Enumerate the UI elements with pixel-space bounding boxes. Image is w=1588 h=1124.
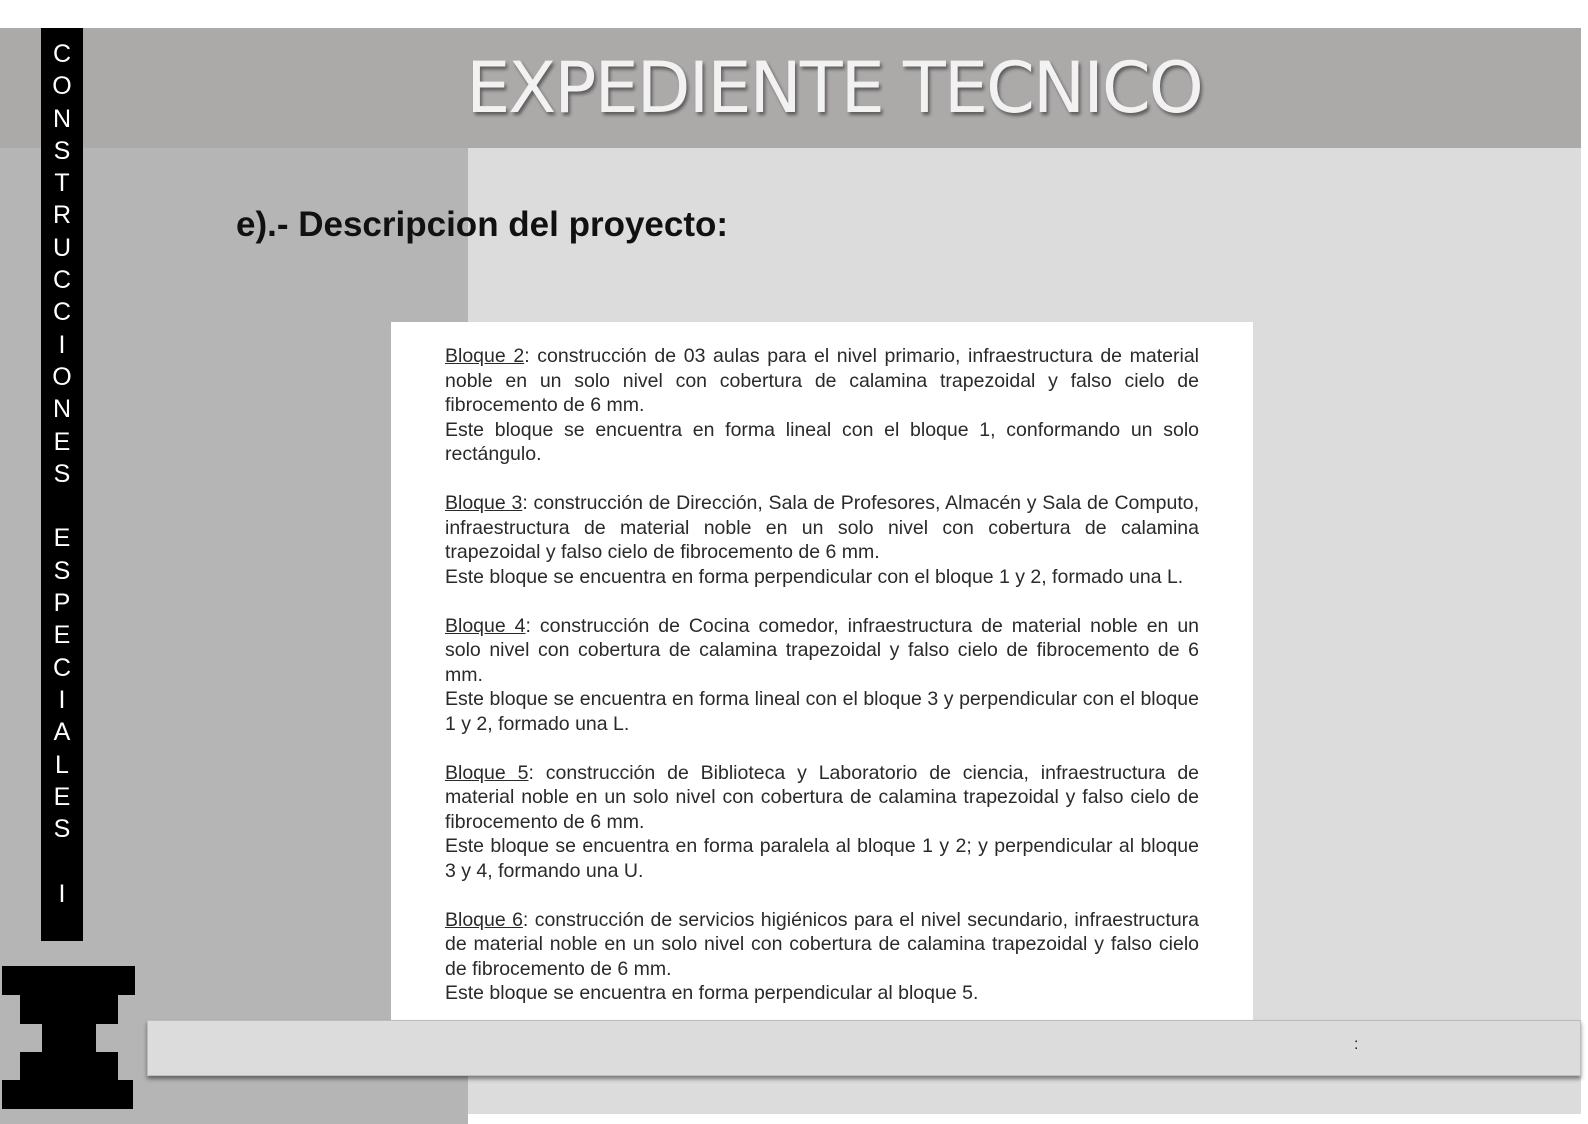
project-block <box>445 761 1199 884</box>
project-block <box>445 491 1199 589</box>
block-position: Este bloque se encuentra en forma lineal con el bloque 3 y perpendicular con el bloque 1 y 2, formado una L. <box>445 688 1199 735</box>
block-position: Este bloque se encuentra en forma paralela al bloque 1 y 2; y perpendicular al bloque 3 y 4, formando una U. <box>445 835 1199 882</box>
sidebar-letter: A <box>53 718 71 747</box>
block-label: Bloque 4 <box>445 614 526 637</box>
block-position: Este bloque se encuentra en forma lineal con el bloque 1, conformando un solo rectángulo. <box>445 418 1199 465</box>
sidebar-letter: L <box>55 750 69 779</box>
sidebar-letter: E <box>53 524 71 553</box>
sidebar-letter: C <box>52 266 72 295</box>
sidebar-letter: C <box>52 40 72 68</box>
block-description-text: : construcción de Biblioteca y Laboratorio de ciencia, infraestructura de material noble en un solo nivel con cobertura de calamina trapezoidal y falso cielo de fibrocemento de 6 mm. <box>445 761 1200 833</box>
sidebar-letter: C <box>52 298 72 327</box>
sidebar-letter: N <box>52 395 72 424</box>
sidebar-letter: E <box>53 782 71 811</box>
sidebar-letter: S <box>53 459 71 488</box>
block-description <box>445 344 1199 418</box>
sidebar-letter: N <box>52 104 72 133</box>
sidebar-letter: R <box>52 201 72 230</box>
block-label: Bloque 3 <box>445 492 523 514</box>
footer-bar <box>147 1020 1581 1076</box>
sidebar-letter <box>41 845 83 877</box>
footer-text: : <box>1354 1036 1359 1053</box>
document-text <box>445 344 1199 1030</box>
project-block <box>445 908 1199 1006</box>
sidebar-letter <box>41 490 83 522</box>
sidebar-letter: U <box>52 233 72 262</box>
background-bottom-edge <box>468 1114 1588 1124</box>
sidebar-letter: E <box>53 621 71 650</box>
project-block <box>445 614 1199 737</box>
sidebar-letter: I <box>58 879 66 908</box>
block-label: Bloque 2 <box>445 345 525 367</box>
sidebar-letter: P <box>53 589 71 618</box>
background-edge <box>1581 28 1588 1124</box>
sidebar-letter: O <box>52 72 72 101</box>
sidebar-letter: T <box>54 169 70 198</box>
page-title: EXPEDIENTE TECNICO <box>466 47 1202 129</box>
block-description-text: : construcción de servicios higiénicos para el nivel secundario, infraestructura de material noble en un solo nivel con cobertura de calamina trapezoidal y falso cielo de fibrocemento de 6 mm. <box>445 908 1199 980</box>
document-card <box>391 322 1253 1032</box>
vertical-title-bar <box>41 28 83 941</box>
block-label: Bloque 5 <box>445 761 529 784</box>
block-description-text: : construcción de Cocina comedor, infraestructura de material noble en un solo nivel con cobertura de calamina trapezoidal y falso cielo de fibrocemento de 6 mm. <box>445 614 1200 686</box>
sidebar-letter: E <box>53 427 71 456</box>
block-description <box>445 761 1199 835</box>
i-beam-logo-icon <box>2 966 138 1116</box>
sidebar-letter: I <box>58 685 66 714</box>
block-position: Este bloque se encuentra en forma perpendicular al bloque 5. <box>445 982 979 1004</box>
sidebar-letter: I <box>58 330 66 359</box>
sidebar-letter: S <box>53 136 71 165</box>
sidebar-letter: S <box>53 556 71 585</box>
block-label: Bloque 6 <box>445 908 523 931</box>
sidebar-letter: O <box>52 362 72 391</box>
block-description-text: : construcción de Dirección, Sala de Profesores, Almacén y Sala de Computo, infraestructura de material noble en un solo nivel con cobertura de calamina trapezoidal y falso cielo de fibrocemento de 6 mm. <box>445 492 1200 563</box>
block-description <box>445 491 1199 565</box>
block-description <box>445 908 1199 982</box>
block-position: Este bloque se encuentra en forma perpendicular con el bloque 1 y 2, formado una L. <box>445 565 1184 588</box>
block-description-text: : construcción de 03 aulas para el nivel primario, infraestructura de material noble en un solo nivel con cobertura de calamina trapezoidal y falso cielo de fibrocemento de 6 mm. <box>445 345 1199 416</box>
sidebar-letter: C <box>52 653 72 682</box>
section-heading: e).- Descripcion del proyecto: <box>236 205 729 244</box>
block-description <box>445 614 1199 688</box>
project-block <box>445 344 1199 467</box>
sidebar-letter: S <box>53 815 71 844</box>
